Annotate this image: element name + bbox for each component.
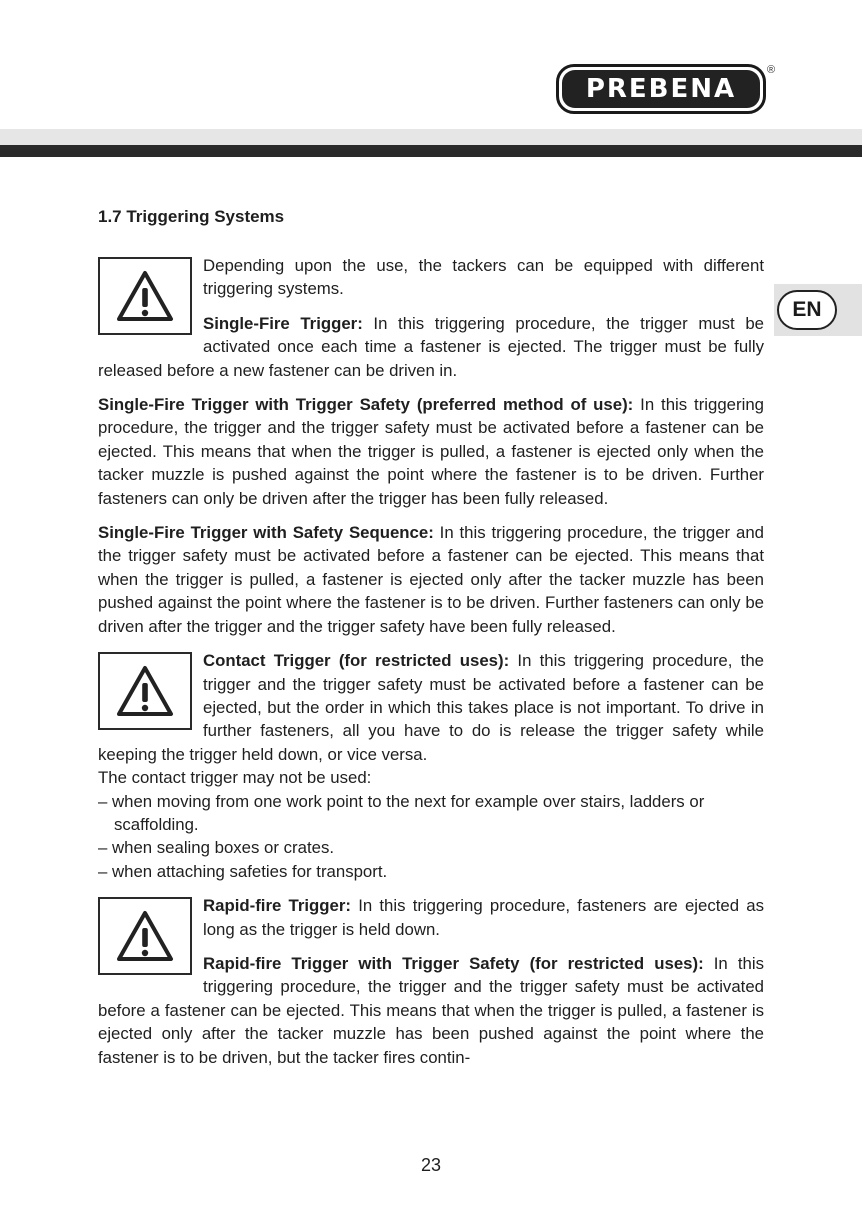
registered-mark: ® bbox=[767, 64, 776, 76]
contact-trigger-title: Contact Trigger (for restricted uses): bbox=[203, 651, 510, 671]
page-number: 23 bbox=[420, 1155, 442, 1175]
list-item: – when attaching safeties for transport. bbox=[98, 861, 388, 881]
single-fire-sequence-title: Single-Fire Trigger with Safety Sequence: bbox=[98, 523, 434, 543]
language-badge: EN bbox=[777, 290, 837, 330]
single-fire-sequence-text: In this triggering procedure, the trigger and the trigger safety must be activated before a fastener can be ejected. This means that when the trigger is pulled, a fastener is ejected only after the tacker muzzle has been pushed against the point where the fastener is to be driven. Further fasteners can only be driven after the trigger and the trigger safety have been fully released. bbox=[98, 523, 764, 636]
single-fire-safety-paragraph bbox=[98, 393, 764, 510]
single-fire-sequence-paragraph bbox=[98, 521, 764, 638]
rapid-fire-title: Rapid-fire Trigger: bbox=[203, 896, 351, 916]
contact-restrictions-list bbox=[98, 790, 764, 884]
rapid-fire-safety-text: In this triggering procedure, the trigger and the trigger safety must be activated before a fastener can be ejected. This means that when the trigger is pulled, a fastener is ejected only after the tacker muzzle has been pushed against the point where the fastener is to be driven, but the tacker fires contin- bbox=[98, 953, 764, 1067]
rapid-fire-safety-paragraph bbox=[98, 952, 764, 1069]
contact-trigger-text: In this triggering procedure, the trigger and the trigger safety must be activated before a fastener can be ejected, but the order in which this takes place is not important. To drive in further fasteners, all you have to do is release the trigger safety while keeping the trigger held down, or vice versa. bbox=[98, 651, 764, 764]
rapid-fire-safety-title: Rapid-fire Trigger with Trigger Safety (for restricted uses): bbox=[203, 953, 704, 973]
brand-logo bbox=[556, 64, 766, 114]
contact-trigger-paragraph bbox=[98, 649, 764, 766]
single-fire-paragraph bbox=[98, 312, 764, 382]
intro-paragraph: Depending upon the use, the tackers can be equipped with different triggering systems. bbox=[203, 256, 764, 299]
single-fire-safety-text: In this triggering procedure, the trigger and the trigger safety must be activated before a fastener can be ejected. This means that when the trigger is pulled, a fastener is ejected only when the tacker muzzle is pushed against the point where the fastener is to be driven. Further fasteners can only be driven after the trigger has been fully released. bbox=[98, 395, 765, 508]
header-band-dark bbox=[0, 145, 862, 157]
single-fire-title: Single-Fire Trigger: bbox=[203, 313, 363, 333]
list-item: – when moving from one work point to the next for example over stairs, ladders or scaffolding. bbox=[98, 791, 705, 834]
single-fire-text: In this triggering procedure, the trigger must be activated once each time a fastener is ejected. The trigger must be fully released before a new fastener can be driven in. bbox=[98, 313, 764, 380]
document-body bbox=[98, 254, 764, 1080]
list-item: – when sealing boxes or crates. bbox=[98, 838, 335, 858]
header-band-light bbox=[0, 129, 862, 145]
rapid-fire-paragraph bbox=[98, 894, 764, 941]
contact-not-used-text: The contact trigger may not be used: bbox=[98, 768, 372, 788]
warning-icon bbox=[98, 652, 192, 730]
single-fire-safety-title: Single-Fire Trigger with Trigger Safety (preferred method of use): bbox=[98, 395, 634, 415]
section-title: 1.7 Triggering Systems bbox=[98, 207, 285, 226]
brand-logo-text: PREBENA bbox=[562, 70, 760, 108]
warning-icon bbox=[98, 897, 192, 975]
warning-icon bbox=[98, 257, 192, 335]
rapid-fire-text: In this triggering procedure, fasteners are ejected as long as the trigger is held down. bbox=[203, 896, 765, 939]
